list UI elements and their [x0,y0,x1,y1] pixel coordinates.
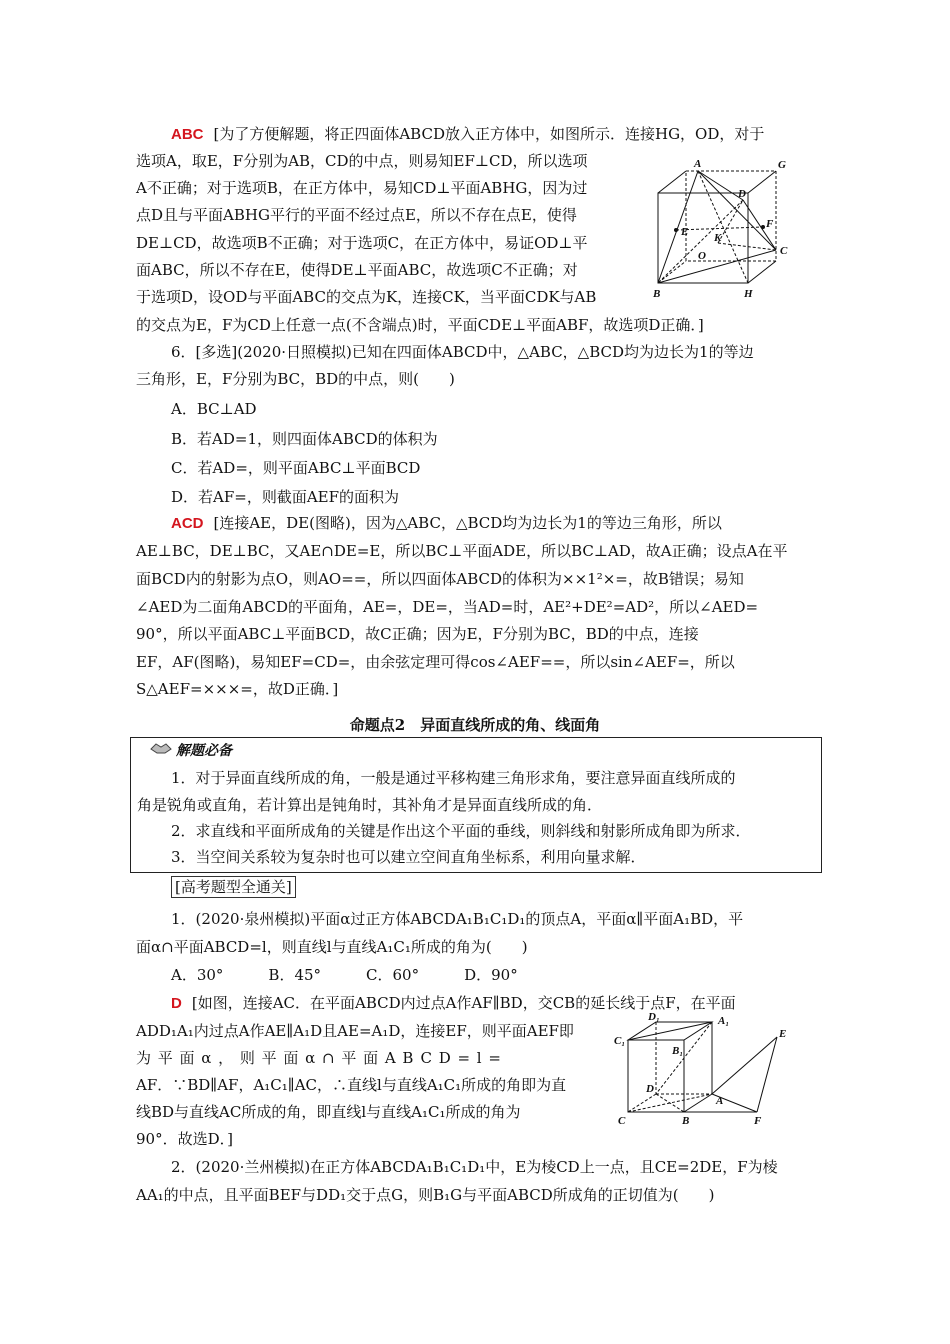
solution-line: ADD₁A₁内过点A作AE∥A₁D且AE=A₁D，连接EF，则平面AEF即 [136,1022,574,1040]
fig1-label: F [766,218,774,230]
cube-tetrahedron-figure [648,155,798,305]
answer-label: ACD [171,515,204,532]
fig2-label: B [682,1115,690,1127]
question-stem: 6．[多选](2020·日照模拟)已知在四面体ABCD中，△ABC，△BCD均为边长为1的等边 [171,343,754,361]
solution-line: ACD [连接AE，DE(图略)，因为△ABC，△BCD均为边长为1的等边三角形，所以 [171,514,722,532]
fig2-label: F [754,1115,762,1127]
solution-line: 线BD与直线AC所成的角，即直线l与直线A₁C₁所成的角为 [136,1103,521,1121]
solution-line: ABC [为了方便解题，将正四面体ABCD放入正方体中，如图所示．连接HG，OD，对于 [171,125,765,143]
tip-line: 3．当空间关系较为复杂时也可以建立空间直角坐标系，利用向量求解． [171,848,646,866]
cube-plane-figure [612,1012,797,1132]
fig1-label: O [698,250,706,262]
solution-line: 为平面α，则平面α∩平面ABCD=l= [136,1049,508,1067]
question-stem: 三角形，E，F分别为BC，BD的中点，则( ) [136,370,455,388]
fig2-label: C [618,1115,626,1127]
fig2-label: E [779,1028,787,1040]
solution-line: 点D且与平面ABHG平行的平面不经过点E，所以不存在点E，使得 [136,206,577,224]
fig1-label: A [694,158,702,170]
solution-line: AF．∵BD∥AF，A₁C₁∥AC，∴直线l与直线A₁C₁所成的角即为直 [136,1076,567,1094]
fig2-label: A [716,1095,724,1107]
answer-label: ABC [171,126,204,143]
solution-line: AE⊥BC，DE⊥BC，又AE∩DE=E，所以BC⊥平面ADE，所以BC⊥AD，故A正确；设点A在平 [136,542,788,560]
fig1-label: K [714,232,722,244]
solution-line: 面ABC，所以不存在E，使得DE⊥平面ABC，故选项C不正确；对 [136,261,578,279]
answer-label: D [171,995,182,1012]
option-d: D．若AF=，则截面AEF的面积为 [171,488,400,506]
fig2-label: D₁ [648,1012,660,1023]
fig2-label: A₁ [718,1015,730,1027]
fig1-label: H [744,288,753,300]
tip-line: 角是锐角或直角，若计算出是钝角时，其补角才是异面直线所成的角． [137,796,603,814]
solution-line: 面BCD内的射影为点O，则AO==，所以四面体ABCD的体积为××1²×=，故B错误；易知 [136,570,744,588]
fig2-label: C₁ [614,1035,626,1047]
option-b: B．若AD=1，则四面体ABCD的体积为 [171,430,438,448]
tips-title: 解题必备 [176,742,232,758]
section-heading: 命题点2 异面直线所成的角、线面角 [349,716,601,734]
question-options: A．30° B．45° C．60° D．90° [171,966,518,984]
option-c: C．若AD=，则平面ABC⊥平面BCD [171,459,421,477]
solution-line: 选项A，取E，F分别为AB，CD的中点，则易知EF⊥CD，所以选项 [136,152,588,170]
solution-line: EF，AF(图略)，易知EF=CD=，由余弦定理可得cos∠AEF==，所以sin∠AEF=，所以 [136,653,735,671]
handshake-icon [150,741,172,755]
fig1-label: D [738,188,746,200]
solution-line: 90°，所以平面ABC⊥平面BCD，故C正确；因为E，F分别为BC，BD的中点，连接 [136,625,699,643]
fig2-label: D [646,1083,654,1095]
solution-line: S△AEF=×××=，故D正确．] [136,680,339,698]
section-tag: [高考题型全通关] [171,876,296,898]
question-stem: AA₁的中点，且平面BEF与DD₁交于点G，则B₁G与平面ABCD所成角的正切值为( ) [136,1186,715,1204]
solution-line: A不正确；对于选项B，在正方体中，易知CD⊥平面ABHG，因为过 [136,179,588,197]
solution-line: 的交点为E，F为CD上任意一点(不含端点)时，平面CDE⊥平面ABF，故选项D正确．] [136,316,704,334]
question-stem: 2．(2020·兰州模拟)在正方体ABCDA₁B₁C₁D₁中，E为棱CD上一点，且CE=2DE，F为棱 [171,1158,778,1176]
fig1-label: G [778,159,786,171]
tip-line: 2．求直线和平面所成角的关键是作出这个平面的垂线，则斜线和射影所成角即为所求． [171,822,751,840]
solution-line: ∠AED为二面角ABCD的平面角，AE=，DE=，当AD=时，AE²+DE²=AD²，所以∠AED= [136,598,759,616]
solution-line: D [如图，连接AC．在平面ABCD内过点A作AF∥BD，交CB的延长线于点F，在平面 [171,994,736,1012]
fig2-label: B₁ [672,1045,684,1057]
solution-line: DE⊥CD，故选项B不正确；对于选项C，在正方体中，易证OD⊥平 [136,234,588,252]
solution-line: 于选项D，设OD与平面ABC的交点为K，连接CK，当平面CDK与AB [136,288,597,306]
fig1-label: C [780,245,788,257]
question-stem: 1．(2020·泉州模拟)平面α过正方体ABCDA₁B₁C₁D₁的顶点A，平面α∥平面A₁BD，平 [171,910,744,928]
fig1-label: B [653,288,661,300]
fig1-label: E [681,226,689,238]
option-a: A．BC⊥AD [171,400,257,418]
question-stem: 面α∩平面ABCD=l，则直线l与直线A₁C₁所成的角为( ) [136,938,528,956]
solution-line: 90°．故选D．] [136,1130,233,1148]
tip-line: 1．对于异面直线所成的角，一般是通过平移构建三角形求角，要注意异面直线所成的 [171,769,736,787]
